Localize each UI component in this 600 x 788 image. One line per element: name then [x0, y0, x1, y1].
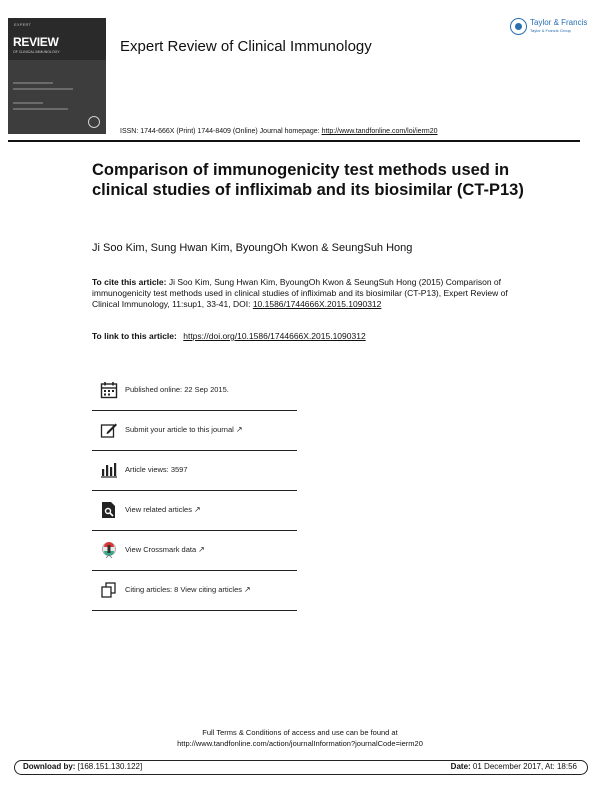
related-articles-label: View related articles: [125, 505, 192, 514]
submit-article-link[interactable]: [125, 425, 243, 434]
footer-terms-url[interactable]: http://www.tandfonline.com/action/journalInformation?journalCode=ierm20: [177, 739, 423, 748]
cover-line: [13, 82, 53, 84]
publisher-tagline: Taylor & Francis Group: [530, 28, 571, 33]
external-link-icon: ↗: [198, 545, 205, 554]
cover-title: REVIEW: [13, 35, 59, 49]
footer-terms: [0, 727, 600, 749]
calendar-icon: [100, 381, 118, 399]
cover-line: [13, 102, 43, 104]
info-row-related[interactable]: [92, 490, 297, 531]
info-row-submit[interactable]: [92, 410, 297, 451]
publisher-name: Taylor & Francis: [530, 18, 588, 27]
crossmark-link[interactable]: [125, 545, 205, 554]
external-link-icon: ↗: [244, 585, 251, 594]
crossmark-icon: [100, 541, 118, 559]
journal-name: Expert Review of Clinical Immunology: [120, 38, 372, 55]
cover-seal: [88, 116, 100, 128]
download-ip: [168.151.130.122]: [77, 762, 143, 771]
article-title: Comparison of immunogenicity test methods used in clinical studies of infliximab and its biosimilar (CT-P13): [92, 161, 524, 199]
issn-line: [120, 128, 438, 135]
related-articles-link[interactable]: [125, 505, 201, 514]
article-authors: Ji Soo Kim, Sung Hwan Kim, ByoungOh Kwon & SeungSuh Hong: [92, 242, 413, 254]
issn-text: ISSN: 1744-666X (Print) 1744-8409 (Online) Journal homepage:: [120, 128, 320, 135]
download-date-label: Date:: [450, 762, 471, 771]
info-row-citing[interactable]: [92, 570, 297, 611]
link-block: [92, 331, 366, 341]
info-row-crossmark[interactable]: [92, 530, 297, 571]
journal-cover-thumbnail: [8, 18, 106, 134]
info-row-published: [92, 370, 297, 411]
search-document-icon: [100, 501, 118, 519]
cover-small-text: EXPERT: [14, 22, 32, 27]
citing-articles-icon: [100, 581, 118, 599]
edit-icon: [100, 421, 118, 439]
citation-block: [92, 277, 512, 310]
cover-line: [13, 108, 68, 110]
cover-subtitle: OF CLINICAL IMMUNOLOGY: [13, 50, 60, 54]
submit-article-label: Submit your article to this journal: [125, 425, 234, 434]
citation-label: To cite this article:: [92, 277, 167, 287]
article-doi-link[interactable]: https://doi.org/10.1586/1744666X.2015.1090312: [183, 331, 366, 341]
download-by: [23, 762, 142, 771]
external-link-icon: ↗: [193, 505, 201, 514]
bar-chart-icon: [100, 461, 118, 479]
published-online-label: Published online: 22 Sep 2015.: [125, 385, 229, 394]
citing-articles-label: Citing articles: 8 View citing articles: [125, 585, 242, 594]
journal-homepage-link[interactable]: http://www.tandfonline.com/loi/ierm20: [321, 128, 438, 135]
citation-text: Ji Soo Kim, Sung Hwan Kim, ByoungOh Kwon & SeungSuh Hong (2015) Comparison of immunogenicity test methods used in clinical studies of infliximab and its biosimilar (CT-P13), Expert Review of Clinical Immunology, 11:sup1, 33-41, DOI:: [92, 277, 508, 309]
citing-articles-link[interactable]: [125, 585, 251, 594]
external-link-icon: ↗: [235, 425, 243, 434]
download-bar: [14, 760, 588, 775]
info-row-views: [92, 450, 297, 491]
cover-line: [13, 88, 73, 90]
publisher-logo: [510, 16, 586, 38]
citation-doi-link[interactable]: 10.1586/1744666X.2015.1090312: [252, 299, 382, 309]
download-by-label: Download by:: [23, 762, 76, 771]
article-views-label: Article views: 3597: [125, 465, 188, 474]
link-label: To link to this article:: [92, 331, 177, 341]
publisher-logo-icon: [510, 18, 527, 35]
header-divider: [8, 140, 580, 142]
crossmark-label: View Crossmark data: [125, 545, 197, 554]
download-date: [451, 762, 577, 771]
footer-terms-line: Full Terms & Conditions of access and use can be found at: [202, 728, 398, 737]
download-date-value: 01 December 2017, At: 18:56: [472, 762, 577, 771]
